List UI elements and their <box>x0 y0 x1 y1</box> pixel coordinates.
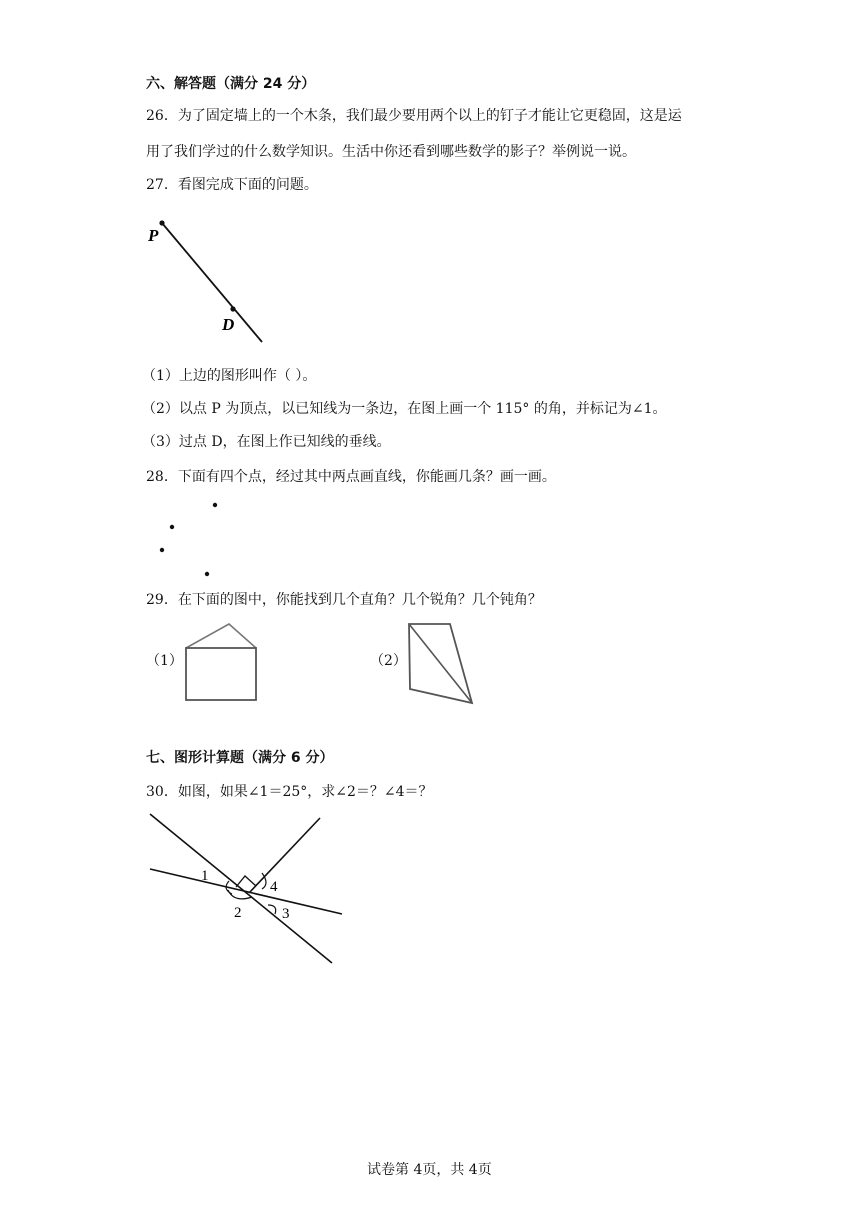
question-27-sub-3: （3）过点 D，在图上作已知线的垂线。 <box>142 434 391 450</box>
question-30-prompt: 30．如图，如果∠1＝25°，求∠2＝？∠4＝？ <box>146 784 433 800</box>
question-27-sub-1: （1）上边的图形叫作（ ）。 <box>142 368 317 384</box>
page-footer: 试卷第 4页，共 4页 <box>367 1162 492 1178</box>
question-26-line-1: 26．为了固定墙上的一个木条，我们最少要用两个以上的钉子才能让它更稳固，这是运 <box>146 108 682 124</box>
question-29-prompt: 29．在下面的图中，你能找到几个直角？几个锐角？几个钝角？ <box>146 592 542 608</box>
question-28-prompt: 28．下面有四个点，经过其中两点画直线，你能画几条？画一画。 <box>146 469 556 485</box>
section-heading-6: 六、解答题（满分 24 分） <box>146 76 316 92</box>
point-p-label: P <box>148 226 159 245</box>
point-d-label: D <box>222 315 235 334</box>
figure-2-label: （2） <box>370 653 407 669</box>
section-heading-7: 七、图形计算题（满分 6 分） <box>146 750 334 766</box>
angle-4-label: 4 <box>270 879 278 895</box>
line-horizontal <box>150 869 342 914</box>
angle-3-label: 3 <box>282 906 290 922</box>
angle-3-arc <box>268 905 276 914</box>
right-angle-mark <box>236 876 256 887</box>
angle-1-label: 1 <box>201 868 209 884</box>
figure-1-label: （1） <box>146 653 183 669</box>
question-26-line-2: 用了我们学过的什么数学知识。生活中你还看到哪些数学的影子？举例说一说。 <box>146 144 636 160</box>
question-27-sub-2: （2）以点 P 为顶点，以已知线为一条边，在图上画一个 115° 的角，并标记为∠1。 <box>142 401 667 417</box>
line-diagonal <box>150 814 332 963</box>
question-27-prompt: 27．看图完成下面的问题。 <box>146 177 318 193</box>
angle-2-label: 2 <box>234 905 242 921</box>
line-ray-up <box>249 818 320 893</box>
